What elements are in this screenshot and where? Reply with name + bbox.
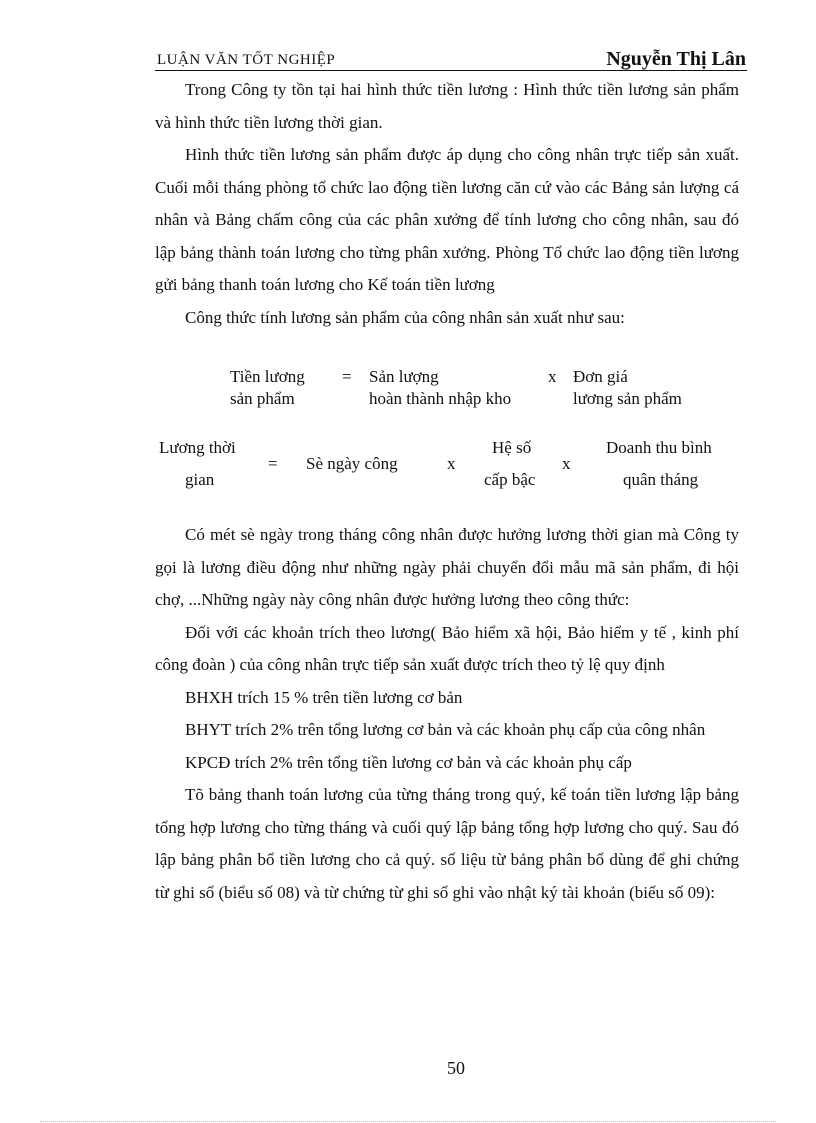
formula2-term3-line1: Doanh thu bình	[606, 438, 712, 457]
formula-term1-line2: hoàn thành nhập kho	[369, 389, 512, 408]
header-divider	[155, 70, 747, 71]
formula-equals: =	[342, 367, 352, 386]
formula-term2-line1: Đơn giá	[573, 367, 628, 386]
paragraph-time-wage: Có mét sè ngày trong tháng công nhân được hưởng lương thời gian mà Công ty gọi là lương điều động như những ngày phải chuyển đổi mẫu mã sản phẩm, đi hội chợ, ...Những ngày này công nhân được hưởng lương theo công thức:	[155, 525, 739, 609]
paragraph-bhyt: BHYT trích 2% trên tổng lương cơ bản và các khoản phụ cấp của công nhân	[185, 720, 706, 739]
formula-times: x	[548, 367, 557, 386]
formula2-term2-line1: Hệ số	[492, 438, 532, 457]
formula2-times2: x	[562, 454, 571, 473]
paragraph-product-wage: Hình thức tiền lương sản phẩm được áp dụng cho công nhân trực tiếp sản xuất. Cuối mỗi tháng phòng tổ chức lao động tiền lương căn cứ vào các Bảng sản lượng cá nhân và Bảng chấm công của các phân xưởng để tính lương cho công nhân, sau đó lập bảng thành toán lương cho từng phân xưởng. Phòng Tổ chức lao động tiền lương gửi bảng thanh toán lương cho Kế toán tiền lương	[155, 145, 739, 294]
paragraph-summary: Tõ bảng thanh toán lương của từng tháng trong quý, kế toán tiền lương lập bảng tổng hợp lương cho từng tháng và cuối quý lập bảng tổng hợp lương cho quý. Sau đó lập bảng phân bổ tiền lương cho cả quý. số liệu từ bảng phân bổ dùng để ghi chứng từ ghi sổ (biểu số 08) và từ chứng từ ghi sổ ghi vào nhật ký tài khoản (biểu số 09):	[155, 785, 739, 902]
formula2-term3-line2: quân tháng	[623, 470, 699, 489]
paragraph-kpcd: KPCĐ trích 2% trên tổng tiền lương cơ bản và các khoản phụ cấp	[185, 752, 632, 772]
formula2-term2-line2: cấp bậc	[484, 470, 536, 489]
formula2-lhs-line1: Lương thời	[159, 438, 236, 457]
formula2-times1: x	[447, 454, 456, 473]
formula2-lhs-line2: gian	[185, 470, 215, 489]
formula2-term1: Sè ngày công	[306, 454, 398, 473]
body-top	[155, 74, 739, 334]
formula2-equals: =	[268, 454, 278, 473]
page-number: 50	[447, 1058, 465, 1078]
formula-term1-line1: Sản lượng	[369, 367, 439, 386]
formula-term2-line2: lương sản phẩm	[573, 389, 682, 408]
body-bottom	[155, 519, 739, 909]
header-author: Nguyễn Thị Lân	[606, 48, 746, 70]
page-bottom-divider	[40, 1121, 776, 1122]
header-title: LUẬN VĂN TỐT NGHIỆP	[157, 52, 336, 68]
paragraph-intro: Trong Công ty tồn tại hai hình thức tiền lương : Hình thức tiền lương sản phẩm và hình thức tiền lương thời gian.	[155, 80, 739, 132]
paragraph-formula-intro: Công thức tính lương sản phẩm của công nhân sản xuất như sau:	[185, 307, 625, 327]
paragraph-deductions: Đối với các khoản trích theo lương( Bảo hiểm xã hội, Bảo hiểm y tế , kinh phí công đoàn ) của công nhân trực tiếp sản xuất được trích theo tỷ lệ quy định	[155, 622, 739, 674]
formula-lhs-line1: Tiền lương	[230, 367, 305, 386]
paragraph-bhxh: BHXH trích 15 % trên tiền lương cơ bản	[185, 687, 463, 707]
formula-lhs-line2: sản phẩm	[230, 389, 295, 408]
